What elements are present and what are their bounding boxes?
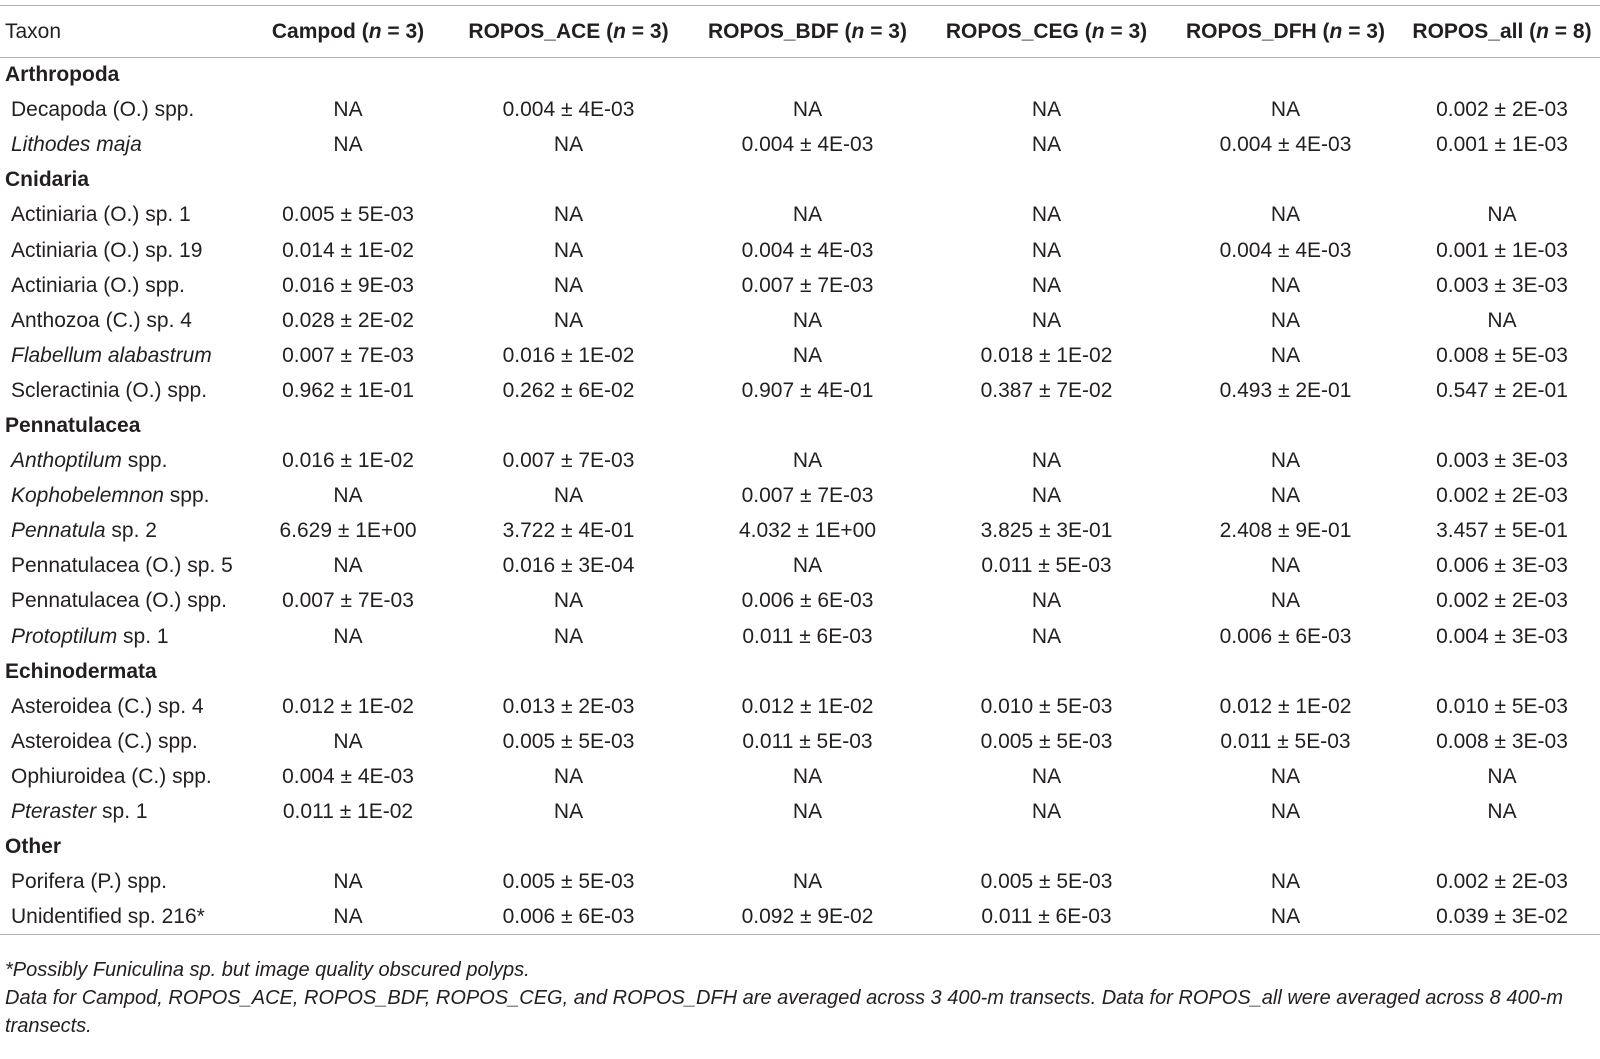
group-label: Arthropoda — [5, 63, 120, 87]
taxon-name: sp. 2 — [105, 519, 157, 543]
group-label: Pennatulacea — [5, 413, 141, 437]
column-header-label: ROPOS_ACE ( — [468, 19, 614, 43]
value-cell: 0.005 ± 5E-03 — [502, 729, 635, 753]
taxon-name: Asteroidea (C.) spp. — [11, 729, 198, 753]
table-row — [0, 900, 1600, 935]
column-header-count: = 3) — [625, 19, 669, 43]
value-cell: 0.008 ± 5E-03 — [1436, 343, 1568, 367]
value-cell: 0.007 ± 7E-03 — [741, 273, 874, 297]
value-cell: NA — [333, 554, 363, 578]
table-row — [0, 233, 1600, 268]
column-header-4 — [926, 6, 1167, 58]
value-cell: 0.092 ± 9E-02 — [689, 900, 926, 935]
value-cell: NA — [333, 624, 363, 648]
table-row — [0, 514, 1600, 549]
table-row — [0, 128, 1600, 163]
value-cell: 0.002 ± 2E-03 — [1436, 870, 1568, 894]
value-cell: 0.006 ± 6E-03 — [741, 589, 874, 613]
value-cell: NA — [1270, 449, 1301, 473]
value-cell: 0.547 ± 2E-01 — [1436, 378, 1568, 402]
value-cell: 0.007 ± 7E-03 — [282, 343, 414, 367]
taxon-cell — [0, 444, 248, 479]
value-cell: NA — [553, 133, 584, 157]
value-cell: NA — [1031, 203, 1062, 227]
value-cell: NA — [553, 800, 584, 824]
taxon-italic: Protoptilum — [11, 624, 118, 648]
column-header-count: = 8) — [1548, 19, 1592, 43]
value-cell: 3.722 ± 4E-01 — [502, 519, 635, 543]
value-cell: NA — [1270, 870, 1301, 894]
value-cell: NA — [1031, 484, 1062, 508]
value-cell: NA — [1031, 449, 1062, 473]
table-row — [0, 198, 1600, 233]
value-cell: 0.001 ± 1E-03 — [1436, 133, 1568, 157]
value-cell: 0.004 ± 4E-03 — [1219, 238, 1352, 262]
table-row — [0, 865, 1600, 900]
taxon-cell — [0, 128, 248, 163]
value-cell: 0.004 ± 3E-03 — [1436, 624, 1568, 648]
value-cell: 0.962 ± 1E-01 — [282, 378, 414, 402]
value-cell: NA — [553, 238, 584, 262]
value-cell: NA — [1270, 589, 1301, 613]
value-cell: 0.387 ± 7E-02 — [980, 378, 1113, 402]
value-cell: NA — [553, 764, 584, 788]
value-cell: NA — [1031, 98, 1062, 122]
value-cell: 0.006 ± 6E-03 — [1219, 624, 1352, 648]
value-cell: 0.013 ± 2E-03 — [502, 694, 635, 718]
value-cell: 0.262 ± 6E-02 — [502, 378, 635, 402]
value-cell: 0.006 ± 3E-03 — [1436, 554, 1568, 578]
value-cell: 0.014 ± 1E-02 — [282, 238, 414, 262]
value-cell: NA — [1270, 764, 1301, 788]
taxon-density-table — [0, 5, 1600, 935]
taxon-cell — [0, 724, 248, 759]
value-cell: 0.007 ± 7E-03 — [282, 589, 414, 613]
column-header-n: n — [1329, 19, 1343, 43]
group-row — [0, 654, 1600, 689]
taxon-cell — [0, 338, 248, 373]
table-footnotes — [5, 956, 1595, 1040]
value-cell: 0.004 ± 4E-03 — [282, 764, 414, 788]
taxon-cell — [0, 514, 248, 549]
value-cell: 0.012 ± 1E-02 — [741, 694, 874, 718]
column-header-n: n — [1091, 19, 1105, 43]
value-cell: NA — [792, 308, 823, 332]
taxon-italic: Lithodes maja — [11, 133, 142, 157]
value-cell: 0.003 ± 3E-03 — [1436, 273, 1568, 297]
column-header-3 — [689, 6, 926, 58]
column-header-1 — [248, 6, 448, 58]
value-cell: 0.005 ± 5E-03 — [502, 870, 635, 894]
value-cell: 0.008 ± 3E-03 — [1436, 729, 1568, 753]
table-row — [0, 303, 1600, 338]
footnote-transects: Data for Campod, ROPOS_ACE, ROPOS_BDF, ROPOS_CEG, and ROPOS_DFH are averaged across 3 400-m transects. Data for ROPOS_all were averaged across 8 400-m transects. — [5, 987, 1564, 1037]
value-cell: NA — [1270, 554, 1301, 578]
taxon-italic: Pteraster — [11, 800, 97, 824]
value-cell: 0.039 ± 3E-02 — [1404, 900, 1600, 935]
value-cell: NA — [553, 203, 584, 227]
value-cell: 0.011 ± 1E-02 — [282, 800, 414, 824]
taxon-name: Actiniaria (O.) sp. 19 — [11, 238, 203, 262]
value-cell: 0.012 ± 1E-02 — [282, 694, 414, 718]
value-cell: NA — [333, 870, 363, 894]
taxon-cell — [0, 373, 248, 408]
table-row — [0, 373, 1600, 408]
value-cell: 3.457 ± 5E-01 — [1436, 519, 1568, 543]
value-cell: 0.011 ± 5E-03 — [981, 554, 1112, 578]
value-cell: NA — [1270, 484, 1301, 508]
value-cell: NA — [333, 133, 363, 157]
taxon-name: Unidentified sp. 216* — [11, 905, 205, 929]
value-cell: 0.004 ± 4E-03 — [741, 238, 874, 262]
group-row — [0, 408, 1600, 443]
value-cell: NA — [792, 764, 823, 788]
value-cell: 0.011 ± 6E-03 — [926, 900, 1167, 935]
column-header-label: ROPOS_BDF ( — [708, 19, 852, 43]
taxon-italic: Pennatula — [11, 519, 106, 543]
table-row — [0, 479, 1600, 514]
value-cell: 0.004 ± 4E-03 — [1219, 133, 1352, 157]
value-cell: NA — [1270, 343, 1301, 367]
table-row — [0, 619, 1600, 654]
value-cell: NA — [792, 98, 823, 122]
column-header-6 — [1404, 6, 1600, 58]
taxon-cell — [0, 479, 248, 514]
value-cell: NA — [553, 308, 584, 332]
group-label: Cnidaria — [5, 168, 90, 192]
value-cell: NA — [1270, 800, 1301, 824]
taxon-name: Actiniaria (O.) sp. 1 — [11, 203, 191, 227]
value-cell: NA — [1031, 624, 1062, 648]
value-cell: 0.012 ± 1E-02 — [1219, 694, 1352, 718]
value-cell: NA — [792, 870, 823, 894]
value-cell: NA — [1031, 273, 1062, 297]
column-header-0 — [0, 6, 248, 58]
table-row — [0, 93, 1600, 128]
taxon-name: Decapoda (O.) spp. — [11, 98, 195, 122]
value-cell: NA — [553, 273, 584, 297]
taxon-name: Pennatulacea (O.) sp. 5 — [11, 554, 233, 578]
value-cell: NA — [1031, 800, 1062, 824]
taxon-cell — [0, 233, 248, 268]
value-cell: NA — [1270, 203, 1301, 227]
group-row — [0, 58, 1600, 93]
taxon-name: Porifera (P.) spp. — [11, 870, 168, 894]
value-cell: 0.004 ± 4E-03 — [502, 98, 635, 122]
column-header-n: n — [851, 19, 865, 43]
table-row — [0, 794, 1600, 829]
table-row — [0, 584, 1600, 619]
value-cell: 0.011 ± 6E-03 — [742, 624, 873, 648]
column-header-count: = 3) — [1342, 19, 1385, 43]
value-cell: NA — [1031, 589, 1062, 613]
column-header-label: ROPOS_CEG ( — [945, 19, 1092, 43]
value-cell: 0.004 ± 4E-03 — [741, 133, 874, 157]
column-header-label: Taxon — [5, 19, 62, 43]
column-header-count: = 3) — [1104, 19, 1148, 43]
group-label: Echinodermata — [5, 659, 157, 683]
group-row — [0, 163, 1600, 198]
value-cell: 0.005 ± 5E-03 — [980, 870, 1113, 894]
taxon-italic: Anthoptilum — [11, 449, 122, 473]
value-cell: 4.032 ± 1E+00 — [738, 519, 877, 543]
taxon-name: spp. — [163, 484, 210, 508]
table-row — [0, 689, 1600, 724]
value-cell: NA — [792, 343, 823, 367]
taxon-cell — [0, 689, 248, 724]
value-cell: NA — [1270, 308, 1301, 332]
taxon-cell — [0, 549, 248, 584]
value-cell: NA — [1487, 308, 1517, 332]
table-row — [0, 444, 1600, 479]
value-cell: 0.010 ± 5E-03 — [1436, 694, 1568, 718]
value-cell: 0.001 ± 1E-03 — [1436, 238, 1568, 262]
value-cell: 0.011 ± 5E-03 — [1220, 729, 1351, 753]
table-body — [0, 58, 1600, 935]
value-cell: NA — [1031, 764, 1062, 788]
table-row — [0, 549, 1600, 584]
column-header-count: = 3) — [864, 19, 907, 43]
taxon-cell — [0, 584, 248, 619]
taxon-name: spp. — [121, 449, 168, 473]
value-cell: 0.003 ± 3E-03 — [1436, 449, 1568, 473]
value-cell: NA — [1031, 308, 1062, 332]
value-cell: 0.016 ± 3E-04 — [502, 554, 635, 578]
value-cell: NA — [1487, 203, 1517, 227]
taxon-name: Actiniaria (O.) spp. — [11, 273, 185, 297]
taxon-name: Scleractinia (O.) spp. — [11, 378, 208, 402]
value-cell: NA — [1031, 238, 1062, 262]
column-header-5 — [1167, 6, 1404, 58]
taxon-cell — [0, 619, 248, 654]
value-cell: NA — [1487, 800, 1517, 824]
value-cell: NA — [553, 484, 584, 508]
group-label: Other — [5, 835, 62, 859]
value-cell: 0.016 ± 1E-02 — [282, 449, 414, 473]
value-cell: 0.018 ± 1E-02 — [980, 343, 1113, 367]
value-cell: 0.907 ± 4E-01 — [741, 378, 874, 402]
value-cell: 0.006 ± 6E-03 — [448, 900, 689, 935]
column-header-count: = 3) — [381, 19, 425, 43]
value-cell: 0.016 ± 9E-03 — [282, 273, 414, 297]
column-header-2 — [448, 6, 689, 58]
taxon-cell — [0, 865, 248, 900]
taxon-cell — [0, 794, 248, 829]
value-cell: 0.016 ± 1E-02 — [502, 343, 635, 367]
table-row — [0, 759, 1600, 794]
column-header-n: n — [613, 19, 626, 43]
value-cell: 0.002 ± 2E-03 — [1436, 484, 1568, 508]
column-header-label: Campod ( — [271, 19, 369, 43]
value-cell: 0.002 ± 2E-03 — [1436, 98, 1568, 122]
value-cell: NA — [792, 554, 823, 578]
value-cell: 0.011 ± 5E-03 — [742, 729, 873, 753]
taxon-name: Asteroidea (C.) sp. 4 — [11, 694, 204, 718]
table-row — [0, 268, 1600, 303]
value-cell: NA — [1031, 133, 1062, 157]
value-cell: 0.005 ± 5E-03 — [282, 203, 414, 227]
taxon-name: Pennatulacea (O.) spp. — [11, 589, 227, 613]
value-cell: 0.493 ± 2E-01 — [1219, 378, 1352, 402]
value-cell: NA — [1270, 98, 1301, 122]
table-row — [0, 338, 1600, 373]
column-header-label: ROPOS_all ( — [1412, 19, 1537, 43]
taxon-name: sp. 1 — [117, 624, 169, 648]
taxon-cell — [0, 900, 248, 935]
value-cell: 6.629 ± 1E+00 — [279, 519, 417, 543]
taxon-name: Anthozoa (C.) sp. 4 — [11, 308, 192, 332]
value-cell: 0.007 ± 7E-03 — [741, 484, 874, 508]
group-row — [0, 830, 1600, 865]
header-row — [0, 6, 1600, 58]
value-cell: NA — [1487, 764, 1517, 788]
table-header — [0, 6, 1600, 58]
taxon-cell — [0, 303, 248, 338]
value-cell: 0.002 ± 2E-03 — [1436, 589, 1568, 613]
taxon-name: Ophiuroidea (C.) spp. — [11, 764, 212, 788]
value-cell: 3.825 ± 3E-01 — [980, 519, 1113, 543]
value-cell: NA — [333, 98, 363, 122]
value-cell: NA — [248, 900, 448, 935]
taxon-cell — [0, 198, 248, 233]
value-cell: 0.028 ± 2E-02 — [282, 308, 414, 332]
taxon-italic: Kophobelemnon — [11, 484, 164, 508]
value-cell: NA — [792, 449, 823, 473]
value-cell: NA — [792, 800, 823, 824]
value-cell: NA — [333, 484, 363, 508]
table-row — [0, 724, 1600, 759]
value-cell: 0.005 ± 5E-03 — [980, 729, 1113, 753]
value-cell: NA — [1167, 900, 1404, 935]
taxon-cell — [0, 93, 248, 128]
footnote-asterisk: *Possibly Funiculina sp. but image quality obscured polyps. — [5, 959, 530, 981]
value-cell: NA — [553, 624, 584, 648]
column-header-n: n — [368, 19, 382, 43]
taxon-cell — [0, 268, 248, 303]
value-cell: NA — [553, 589, 584, 613]
value-cell: NA — [792, 203, 823, 227]
value-cell: NA — [333, 729, 363, 753]
value-cell: 0.010 ± 5E-03 — [980, 694, 1113, 718]
taxon-cell — [0, 759, 248, 794]
column-header-n: n — [1536, 19, 1549, 43]
taxon-italic: Flabellum alabastrum — [11, 343, 212, 367]
value-cell: 0.007 ± 7E-03 — [502, 449, 635, 473]
taxon-name: sp. 1 — [96, 800, 148, 824]
column-header-label: ROPOS_DFH ( — [1186, 19, 1330, 43]
value-cell: NA — [1270, 273, 1301, 297]
value-cell: 2.408 ± 9E-01 — [1219, 519, 1352, 543]
